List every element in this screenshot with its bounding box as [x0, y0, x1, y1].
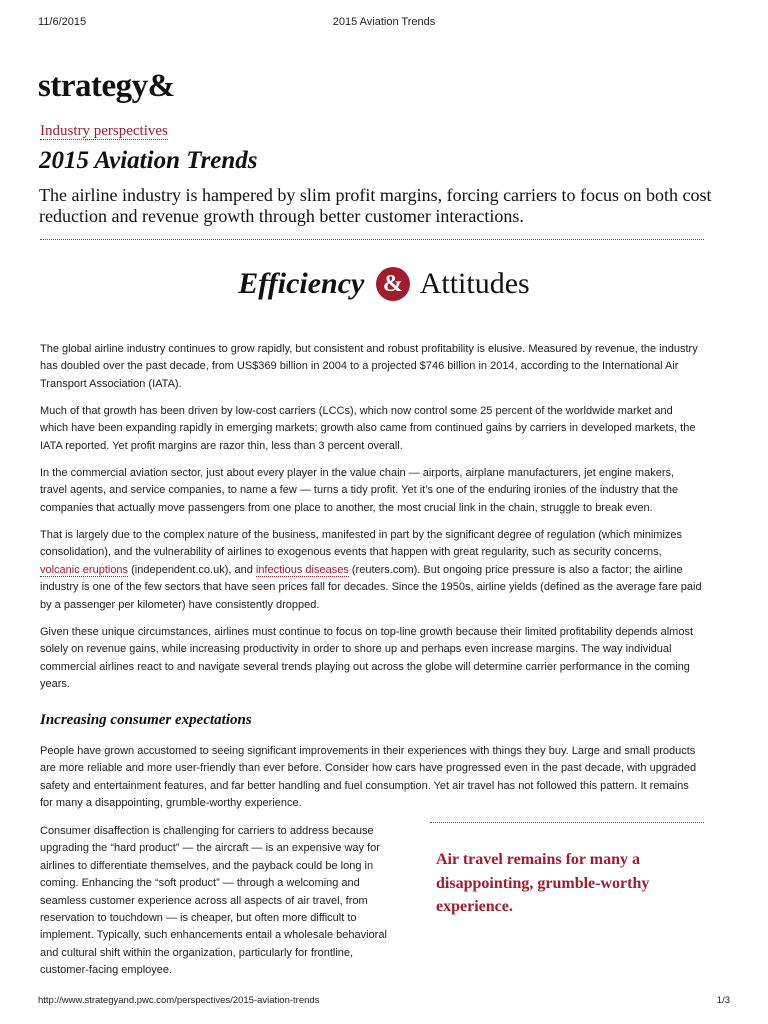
brand-logo[interactable]: strategy& [38, 68, 175, 104]
section-subhead: Increasing consumer expectations [40, 712, 252, 728]
article-deck: The airline industry is hampered by slim profit margins, forcing carriers to focus on both cost reduction and revenue growth through better customer interactions. [39, 185, 712, 226]
paragraph-4-text-b: (independent.co.uk), and [128, 563, 256, 576]
pullquote-divider [430, 822, 704, 823]
ampersand-badge: & [376, 267, 410, 301]
infectious-diseases-link[interactable]: infectious diseases [255, 563, 349, 576]
paragraph-4 [40, 527, 702, 614]
paragraph-4-text-a: That is largely due to the complex nature of the business, manifested in part by the significant degree of regulation (which minimizes consolidation), and the vulnerability of airlines to exogenous events that happen with great regularity, such as security concerns, [40, 529, 683, 559]
paragraph-7: Consumer disaffection is challenging for carriers to address because upgrading the “hard product” — the aircraft — is an expensive way for airlines to differentiate themselves, and the payback could be long in coming. Enhancing the “soft product” — through a welcoming and seamless customer experience across all aspects of air travel, from reservation to touchdown — is cheaper, but often more difficult to implement. Typically, such enhancements entail a wholesale behavioral and cultural shift within the organization, particularly for frontline, customer-facing employee. [40, 825, 387, 977]
print-header [0, 16, 768, 32]
article-title: 2015 Aviation Trends [39, 147, 258, 174]
paragraph-2: Much of that growth has been driven by low-cost carriers (LCCs), which now control some 25 percent of the worldwide market and which have been expanding rapidly in emerging markets; growth also came from continued gains by carriers in developed markets, the IATA reported. Yet profit margins are razor thin, less than 3 percent overall. [40, 405, 696, 452]
paragraph-4-text-c: (reuters.com). But ongoing price pressure is also a factor; the airline industry is one of the few sectors that have seen prices fall for decades. Since the 1950s, airline yields (defined as the average fare paid by a passenger per kilometer) have consistently dropped. [40, 563, 702, 611]
section-link[interactable]: Industry perspectives [40, 123, 168, 139]
feature-title [0, 264, 768, 304]
print-page-title: 2015 Aviation Trends [332, 16, 436, 28]
feature-word-efficiency: Efficiency [238, 267, 365, 300]
volcanic-eruptions-link[interactable]: volcanic eruptions [40, 563, 129, 576]
paragraph-5: Given these unique circumstances, airlines must continue to focus on top-line growth because their limited profitability depends almost solely on revenue gains, while increasing productivity in order to shore up and perhaps even increase margins. The way individual commercial airlines react to and navigate several trends playing out across the globe will determine carrier performance in the coming years. [40, 626, 694, 691]
print-date: 11/6/2015 [38, 16, 87, 28]
paragraph-1: The global airline industry continues to grow rapidly, but consistent and robust profitability is elusive. Measured by revenue, the industry has doubled over the past decade, from US$369 billion in 2004 to a projected $746 billion in 2014, according to the International Air Transport Association (IATA). [40, 343, 698, 390]
divider [40, 239, 704, 240]
feature-word-attitudes: Attitudes [419, 267, 530, 300]
print-footer [0, 995, 768, 1009]
print-url: http://www.strategyand.pwc.com/perspectives/2015-aviation-trends [38, 995, 320, 1006]
paragraph-6: People have grown accustomed to seeing significant improvements in their experiences with things they buy. Large and small products are more reliable and more user-friendly than ever before. Consider how cars have progressed even in the past decade, with upgraded safety and entertainment features, and far better handling and fuel consumption. Yet air travel has not followed this pattern. It remains for many a disappointing, grumble-worthy experience. [40, 745, 697, 810]
pull-quote: Air travel remains for many a disappointing, grumble-worthy experience. [436, 851, 650, 915]
paragraph-3: In the commercial aviation sector, just about every player in the value chain — airports, airplane manufacturers, jet engine makers, travel agents, and service companies, to name a few — turns a tidy profit. Yet it’s one of the enduring ironies of the industry that the companies that actually move passengers from one place to another, the most crucial link in the chain, struggle to break even. [40, 467, 679, 514]
page-number: 1/3 [716, 995, 730, 1006]
